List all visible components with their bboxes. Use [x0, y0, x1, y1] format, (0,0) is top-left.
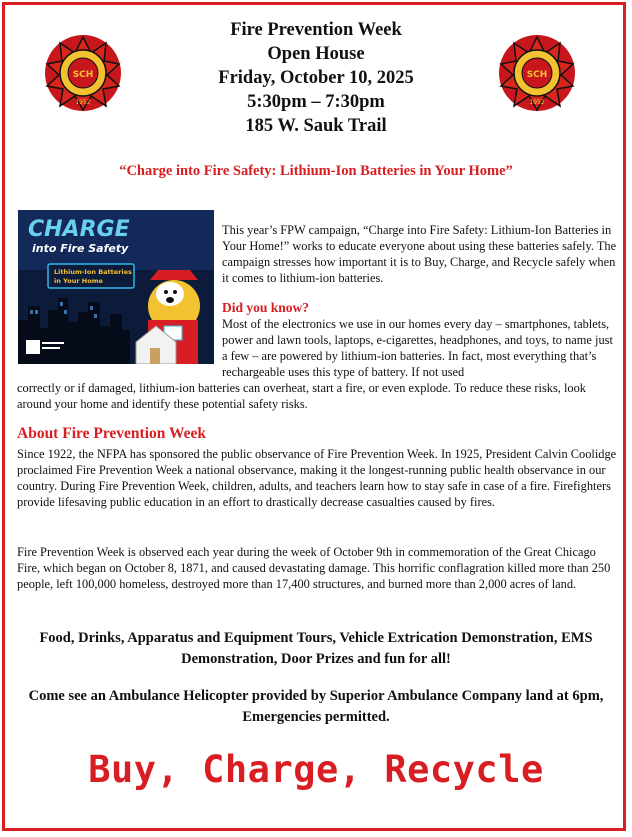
svg-text:SCH: SCH: [526, 70, 548, 80]
slogan: Buy, Charge, Recycle: [88, 748, 544, 791]
campaign-intro: This year’s FPW campaign, “Charge into Fire Safety: Lithium-Ion Batteries in Your Home!” works to educate everyone about using these batteries safely. The campaign stresses how important it is to Buy, Charge, and Recycle safely when it comes to lithium-ion batteries.: [222, 223, 617, 285]
campaign-tagline: “Charge into Fire Safety: Lithium-Ion Batteries in Your Home”: [119, 163, 513, 179]
did-you-know-text-continued: correctly or if damaged, lithium-ion batteries can overheat, start a fire, or even explode. To reduce these risks, look around your home and identify these potential safety risks.: [17, 381, 587, 411]
event-address: 185 W. Sauk Trail: [245, 116, 387, 136]
svg-text:into Fire Safety: into Fire Safety: [32, 242, 129, 255]
about-paragraph-1: Since 1922, the NFPA has sponsored the public observance of Fire Prevention Week. In 1925, President Calvin Coolidge proclaimed Fire Prevention Week a national observance, making it the longest-running public health observance in our country. During Fire Prevention Week, children, adults, and teachers learn how to stay safe in case of a fire. Firefighters provide lifesaving public education in an effort to drastically decrease casualties caused by fires.: [17, 447, 617, 509]
svg-text:in Your Home: in Your Home: [54, 277, 103, 285]
helicopter-announcement: Come see an Ambulance Helicopter provided by Superior Ambulance Company land at 6pm, Emergencies permitted.: [28, 688, 604, 725]
event-time: 5:30pm – 7:30pm: [247, 92, 385, 112]
about-heading: About Fire Prevention Week: [17, 425, 207, 442]
svg-text:1952: 1952: [529, 99, 545, 106]
svg-text:CHARGE: CHARGE: [28, 217, 130, 242]
svg-text:Lithium-Ion Batteries: Lithium-Ion Batteries: [54, 268, 132, 276]
event-header: [140, 18, 492, 138]
event-date: Friday, October 10, 2025: [218, 68, 414, 88]
campaign-image: [18, 210, 214, 364]
svg-text:1952: 1952: [75, 99, 91, 106]
event-title: Fire Prevention Week: [230, 20, 402, 40]
about-paragraph-2: Fire Prevention Week is observed each year during the week of October 9th in commemoration of the Great Chicago Fire, which began on October 8, 1871, and caused devastating damage. This horrific conflagration killed more than 250 people, left 100,000 homeless, destroyed more than 17,400 structures, and burned more than 2,000 acres of land.: [17, 545, 611, 591]
svg-text:SCH: SCH: [72, 70, 94, 80]
did-you-know-heading: Did you know?: [222, 300, 310, 315]
fire-department-badge-icon: [498, 34, 576, 112]
fire-department-badge-icon: [44, 34, 122, 112]
event-subtitle: Open House: [267, 44, 365, 64]
did-you-know-text: Most of the electronics we use in our homes every day – smartphones, tablets, power and lawn tools, laptops, e-cigarettes, headphones, and toys, to name just a few – are powered by lithium-ion batteries. In fact, most everything that’s rechargeable uses this type of battery. If not used: [222, 317, 613, 379]
event-activities: Food, Drinks, Apparatus and Equipment Tours, Vehicle Extrication Demonstration, EMS Demonstration, Door Prizes and fun for all!: [39, 630, 593, 667]
